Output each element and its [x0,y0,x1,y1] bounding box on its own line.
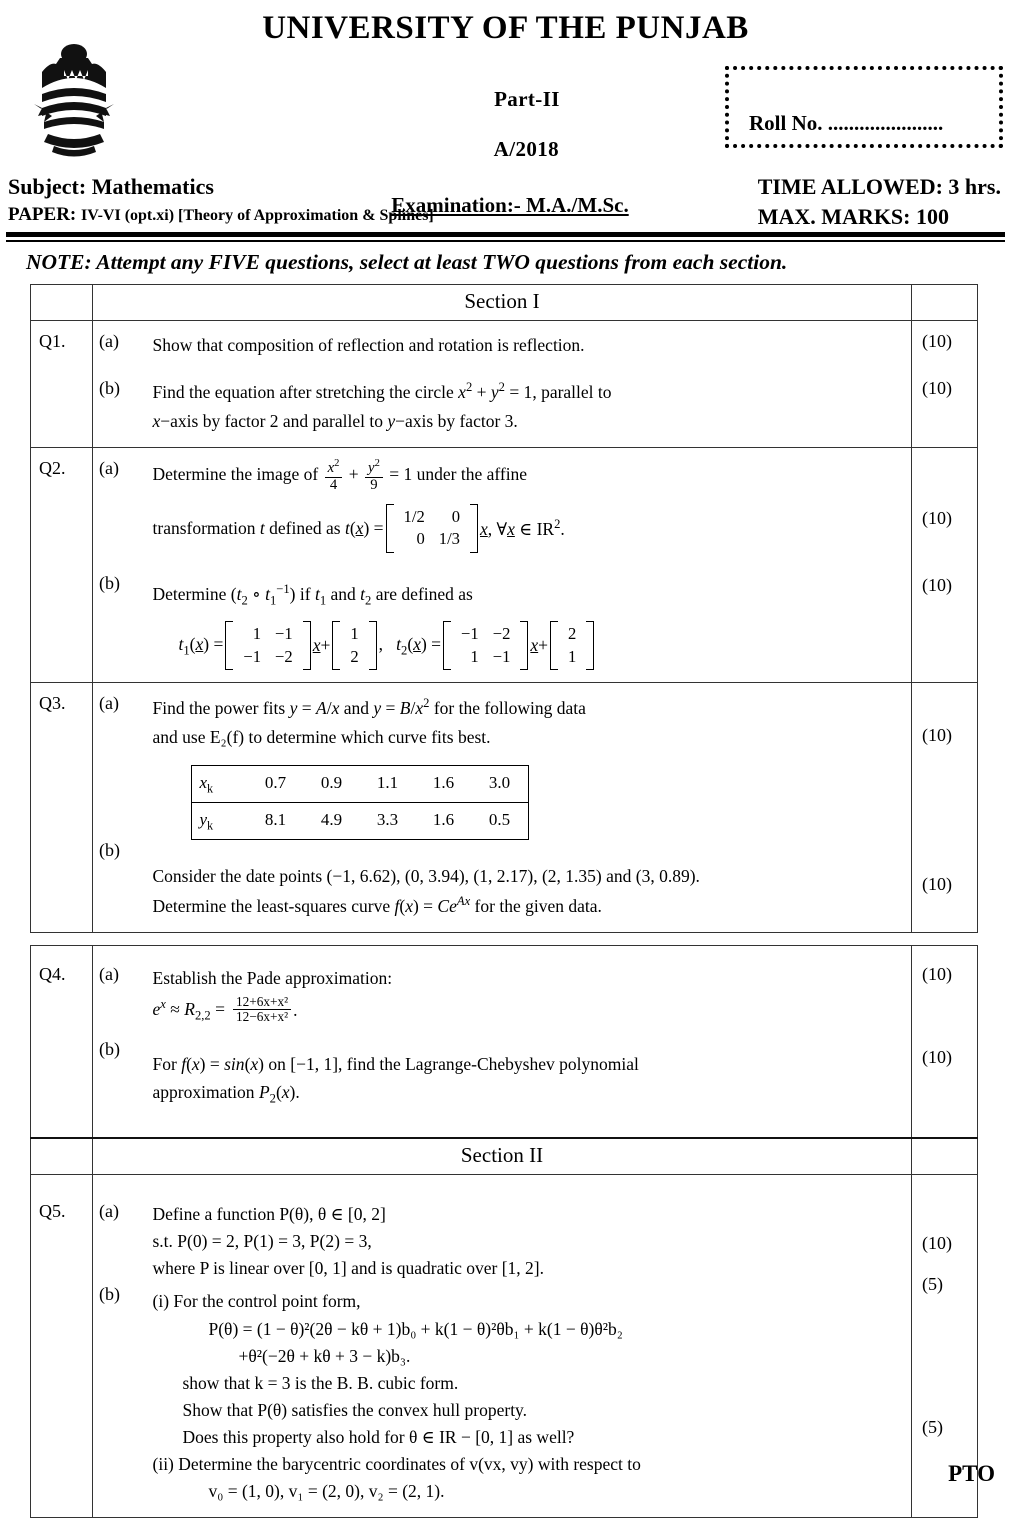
q4-body-block [145,946,912,1137]
section-2-title: Section II [460,1143,544,1168]
section2-marks-cell [912,1138,978,1175]
q2b-t1-vector: 1 2 [332,621,376,671]
q2b-line1: Determine ($t_2$ ∘ $t_1^{-1}$) if $t_1$ and $t_2$ are defined as [152,582,473,608]
q1a-text-block [145,321,912,447]
q4-label-cell [31,945,93,1138]
q3b-line2-pre: Determine the least-squares curve [152,895,395,916]
pto-label: PTO [948,1461,995,1486]
q1b-line1-pre: Find the equation after stretching the circle [152,382,459,403]
q5b-i-line2: show that k = 3 is the B. B. cubic form. [182,1372,459,1393]
q4-marks-cell [912,945,978,1138]
questions-table [30,284,978,1518]
q1a-part: (a) [99,331,119,351]
q1b-part: (b) [99,378,120,398]
q2a-line2-post: x, ∀x ∈ $IR^2$. [480,516,565,539]
q5-part-cell [93,1175,145,1518]
q3b-marks: (10) [922,874,952,895]
q3a-line1: Find the power fits y = A/x and $y = B/x^2$ for the following data [152,696,586,719]
q5b-i-marks: (5) [922,1274,943,1295]
xk-label: $x_k$ [191,765,248,802]
subject-info-row [8,172,1005,231]
q1-label-cell [31,321,93,448]
xk-3: 1.6 [416,765,472,802]
q2a-line2-pre: transformation t defined as t(x) = [152,518,384,539]
table-row-q2 [31,447,978,682]
table-row-q3 [31,683,978,932]
table-row-yk [191,803,528,840]
q4a-part: (a) [99,963,119,984]
q3b-line2: Determine the least-squares curve $f(x) = Ce^{Ax}$ for the given data. [152,893,602,916]
q1b-marks: (10) [922,378,952,398]
q5a-part: (a) [99,1201,119,1222]
roll-no-label: Roll No. ...................... [749,111,944,135]
q5a-line1: Define a function P(θ), θ ∈ [0, 2] [152,1204,386,1225]
exam-part: Part-II [494,87,560,111]
q5b-i-line3: Show that P(θ) satisfies the convex hull property. [182,1399,528,1420]
q3a-line1-mid: and [339,698,374,719]
q1-label: Q1. [39,331,66,351]
q5b-i-line1 [153,1288,906,1315]
q2-label: Q2. [39,457,66,478]
q3a-line2: and use E₂(f) to determine which curve fits best. [152,726,491,747]
pade-numerator: 12+6x+x² [235,994,289,1010]
q5b-ii-line1 [153,1451,906,1478]
q5b-i-label: (i) [152,1291,170,1312]
paper-title: IV-VI (opt.xi) [Theory of Approximation & Splines] [81,206,434,224]
section2-q-cell [31,1138,93,1175]
q2b-t2-matrix: −1 −2 1 −1 [443,621,528,671]
table-gap-cell [31,932,978,945]
yk-label: $y_k$ [191,803,248,840]
section1-marks-cell [912,285,978,321]
q4a-marks: (10) [922,963,952,984]
q1b-line2-text: axis by factor 2 and parallel to [170,410,383,431]
q5b-part: (b) [99,1284,120,1305]
subject-line: Subject: Mathematics [8,174,214,199]
university-crest-icon [28,42,120,160]
section1-title-cell [93,285,912,321]
header-rule-thin [6,240,1005,242]
q3-label-cell [31,683,93,932]
q2a-frac-y: $\frac{y^2}{9}$ [365,458,383,494]
q1-body-cell [145,321,912,448]
q3-body-cell [145,683,912,932]
q5a-marks: (10) [922,1233,952,1254]
q2a-frac-x: $\frac{x^2}{4}$ [325,458,343,494]
subject-column [8,172,434,227]
table-row-q4 [31,945,978,1138]
q4b-line2: approximation $P_2(x)$. [152,1082,300,1106]
q2-body-block [145,448,912,682]
q4-part-cell [93,945,145,1138]
q2a-matrix: 1/2 0 0 1/3 [386,504,478,554]
q5-label-cell [31,1175,93,1518]
q4a-formula: $e^x \approx R_{2,2}$ = $\frac{\text{12+6x+x²}}{\text{12−6x+x²}}$ . [152,994,298,1025]
yk-2: 3.3 [360,803,416,840]
roll-no-box[interactable] [725,66,1003,148]
xk-1: 0.9 [304,765,360,802]
q5b-ii-line2: v₀ = (1, 0), v₁ = (2, 0), v₂ = (2, 1). [208,1481,445,1502]
max-marks: MAX. MARKS: 100 [757,203,949,229]
q1b-line1: Find the equation after stretching the circle $x^2 + y^2 = 1$, parallel to [152,380,612,403]
q3a-marks: (10) [922,725,952,746]
q4b-line1: For f(x) = sin(x) on [−1, 1], find the Lagrange-Chebyshev polynomial [152,1053,639,1074]
q2a-part: (a) [99,457,119,478]
section1-q-cell [31,285,93,321]
xk-4: 3.0 [472,765,529,802]
q1-part-cell [93,321,145,448]
instructions-note: NOTE: Attempt any FIVE questions, select at least TWO questions from each section. [26,250,788,274]
q2-body-cell [145,447,912,682]
header-rule-thick [6,232,1005,237]
q2a-line2 [153,504,906,554]
table-row-q1 [31,321,978,448]
q2a-line1-pre: Determine the image of [152,463,323,484]
yk-3: 1.6 [416,803,472,840]
q2a-line1: Determine the image of $\frac{x^2}{4}$ + $\frac{y^2}{9}$ = 1 under the affine [152,457,528,493]
q5b-i-text: For the control point form, [173,1291,361,1312]
q4-body-cell [145,945,912,1138]
exam-session: A/2018 [493,137,560,161]
q3a-line1-pre: Find the power fits [152,698,290,719]
pade-denominator: 12−6x+x² [233,1009,291,1024]
q2b-t2-vector: 2 1 [550,621,594,671]
q1b-line2: x−axis by factor 2 and parallel to y−axis by factor 3. [152,410,518,431]
q2b-marks: (10) [922,574,952,595]
xk-2: 1.1 [360,765,416,802]
yk-1: 4.9 [304,803,360,840]
q3b-part: (b) [99,840,120,861]
pade-fraction [233,995,291,1025]
section-1-header-row [31,285,978,321]
q3-marks-cell [912,683,978,932]
q5a-line2: s.t. P(0) = 2, P(1) = 3, P(2) = 3, [152,1231,372,1252]
q5a-line3: where P is linear over [0, 1] and is quadratic over [1, 2]. [152,1258,545,1279]
q3-data-table [191,765,529,840]
q2b-formula: $t_1(x)$ = 1 −1 −1 −2 x+ 1 2 , $t_2(x)$ = −1 −2 1 −1 x+ 2 1 [153,621,906,671]
q1a-text: Show that composition of reflection and rotation is reflection. [152,335,585,355]
q5b-ii-label: (ii) [152,1454,174,1475]
q1-marks-cell [912,321,978,448]
paper-prefix: PAPER: [8,203,77,225]
q1b-line1-post: , parallel to [532,382,612,403]
q2-marks-cell [912,447,978,682]
time-allowed: TIME ALLOWED: 3 hrs. [757,174,1001,199]
q2-part-cell [93,447,145,682]
section2-title-cell [93,1138,912,1175]
q3b-line1: Consider the date points (−1, 6.62), (0, 3.94), (1, 2.17), (2, 1.35) and (3, 0.89). [152,866,700,887]
table-gap-row [31,932,978,945]
q1a-marks: (10) [922,331,952,351]
table-row-q5 [31,1175,978,1518]
q2b-t1-matrix: 1 −1 −1 −2 [225,621,310,671]
q3-label: Q3. [39,693,66,714]
paper-line [8,202,434,228]
q5-body-cell [145,1175,912,1518]
q5-body-block [145,1175,912,1517]
q3a-line1-post: for the following data [429,698,586,719]
q5b-ii-text: Determine the barycentric coordinates of v(vx, vy) with respect to [178,1454,641,1475]
q5b-formula-line2: +θ²(−2θ + kθ + 3 − k)b₃. [238,1345,411,1366]
q4a-line1: Establish the Pade approximation: [152,967,393,988]
q2-label-cell [31,447,93,682]
q2b-part: (b) [99,572,120,593]
q3-part-cell [93,683,145,932]
q5b-i-line4: Does this property also hold for θ ∈ IR − [0, 1] as well? [182,1427,575,1448]
time-marks-column [758,172,1005,231]
q4b-part: (b) [99,1038,120,1059]
q5-label: Q5. [39,1201,66,1222]
q5b-ii-marks: (5) [922,1417,943,1438]
q3b-line2-post: for the given data. [470,895,602,916]
section-1-title: Section I [464,289,540,313]
q2a-line1-post: under the affine [412,463,528,484]
xk-0: 0.7 [248,765,304,802]
q4b-marks: (10) [922,1046,952,1067]
q5b-formula-line1: P(θ) = (1 − θ)²(2θ − kθ + 1)b₀ + k(1 − θ)²θb₁ + k(1 − θ)θ²b₂ [208,1318,623,1339]
q2a-marks: (10) [922,507,952,528]
exam-type: Examination:- M.A./M.Sc. [391,193,629,217]
q1b-line2-post: axis by factor 3. [405,410,518,431]
q3-body-block [145,683,912,931]
q4-label: Q4. [39,963,66,984]
page-title: UNIVERSITY OF THE PUNJAB [262,10,749,46]
section-2-header-row [31,1138,978,1175]
q3a-part: (a) [99,693,119,714]
yk-4: 0.5 [472,803,529,840]
table-row-xk [191,765,528,802]
yk-0: 8.1 [248,803,304,840]
